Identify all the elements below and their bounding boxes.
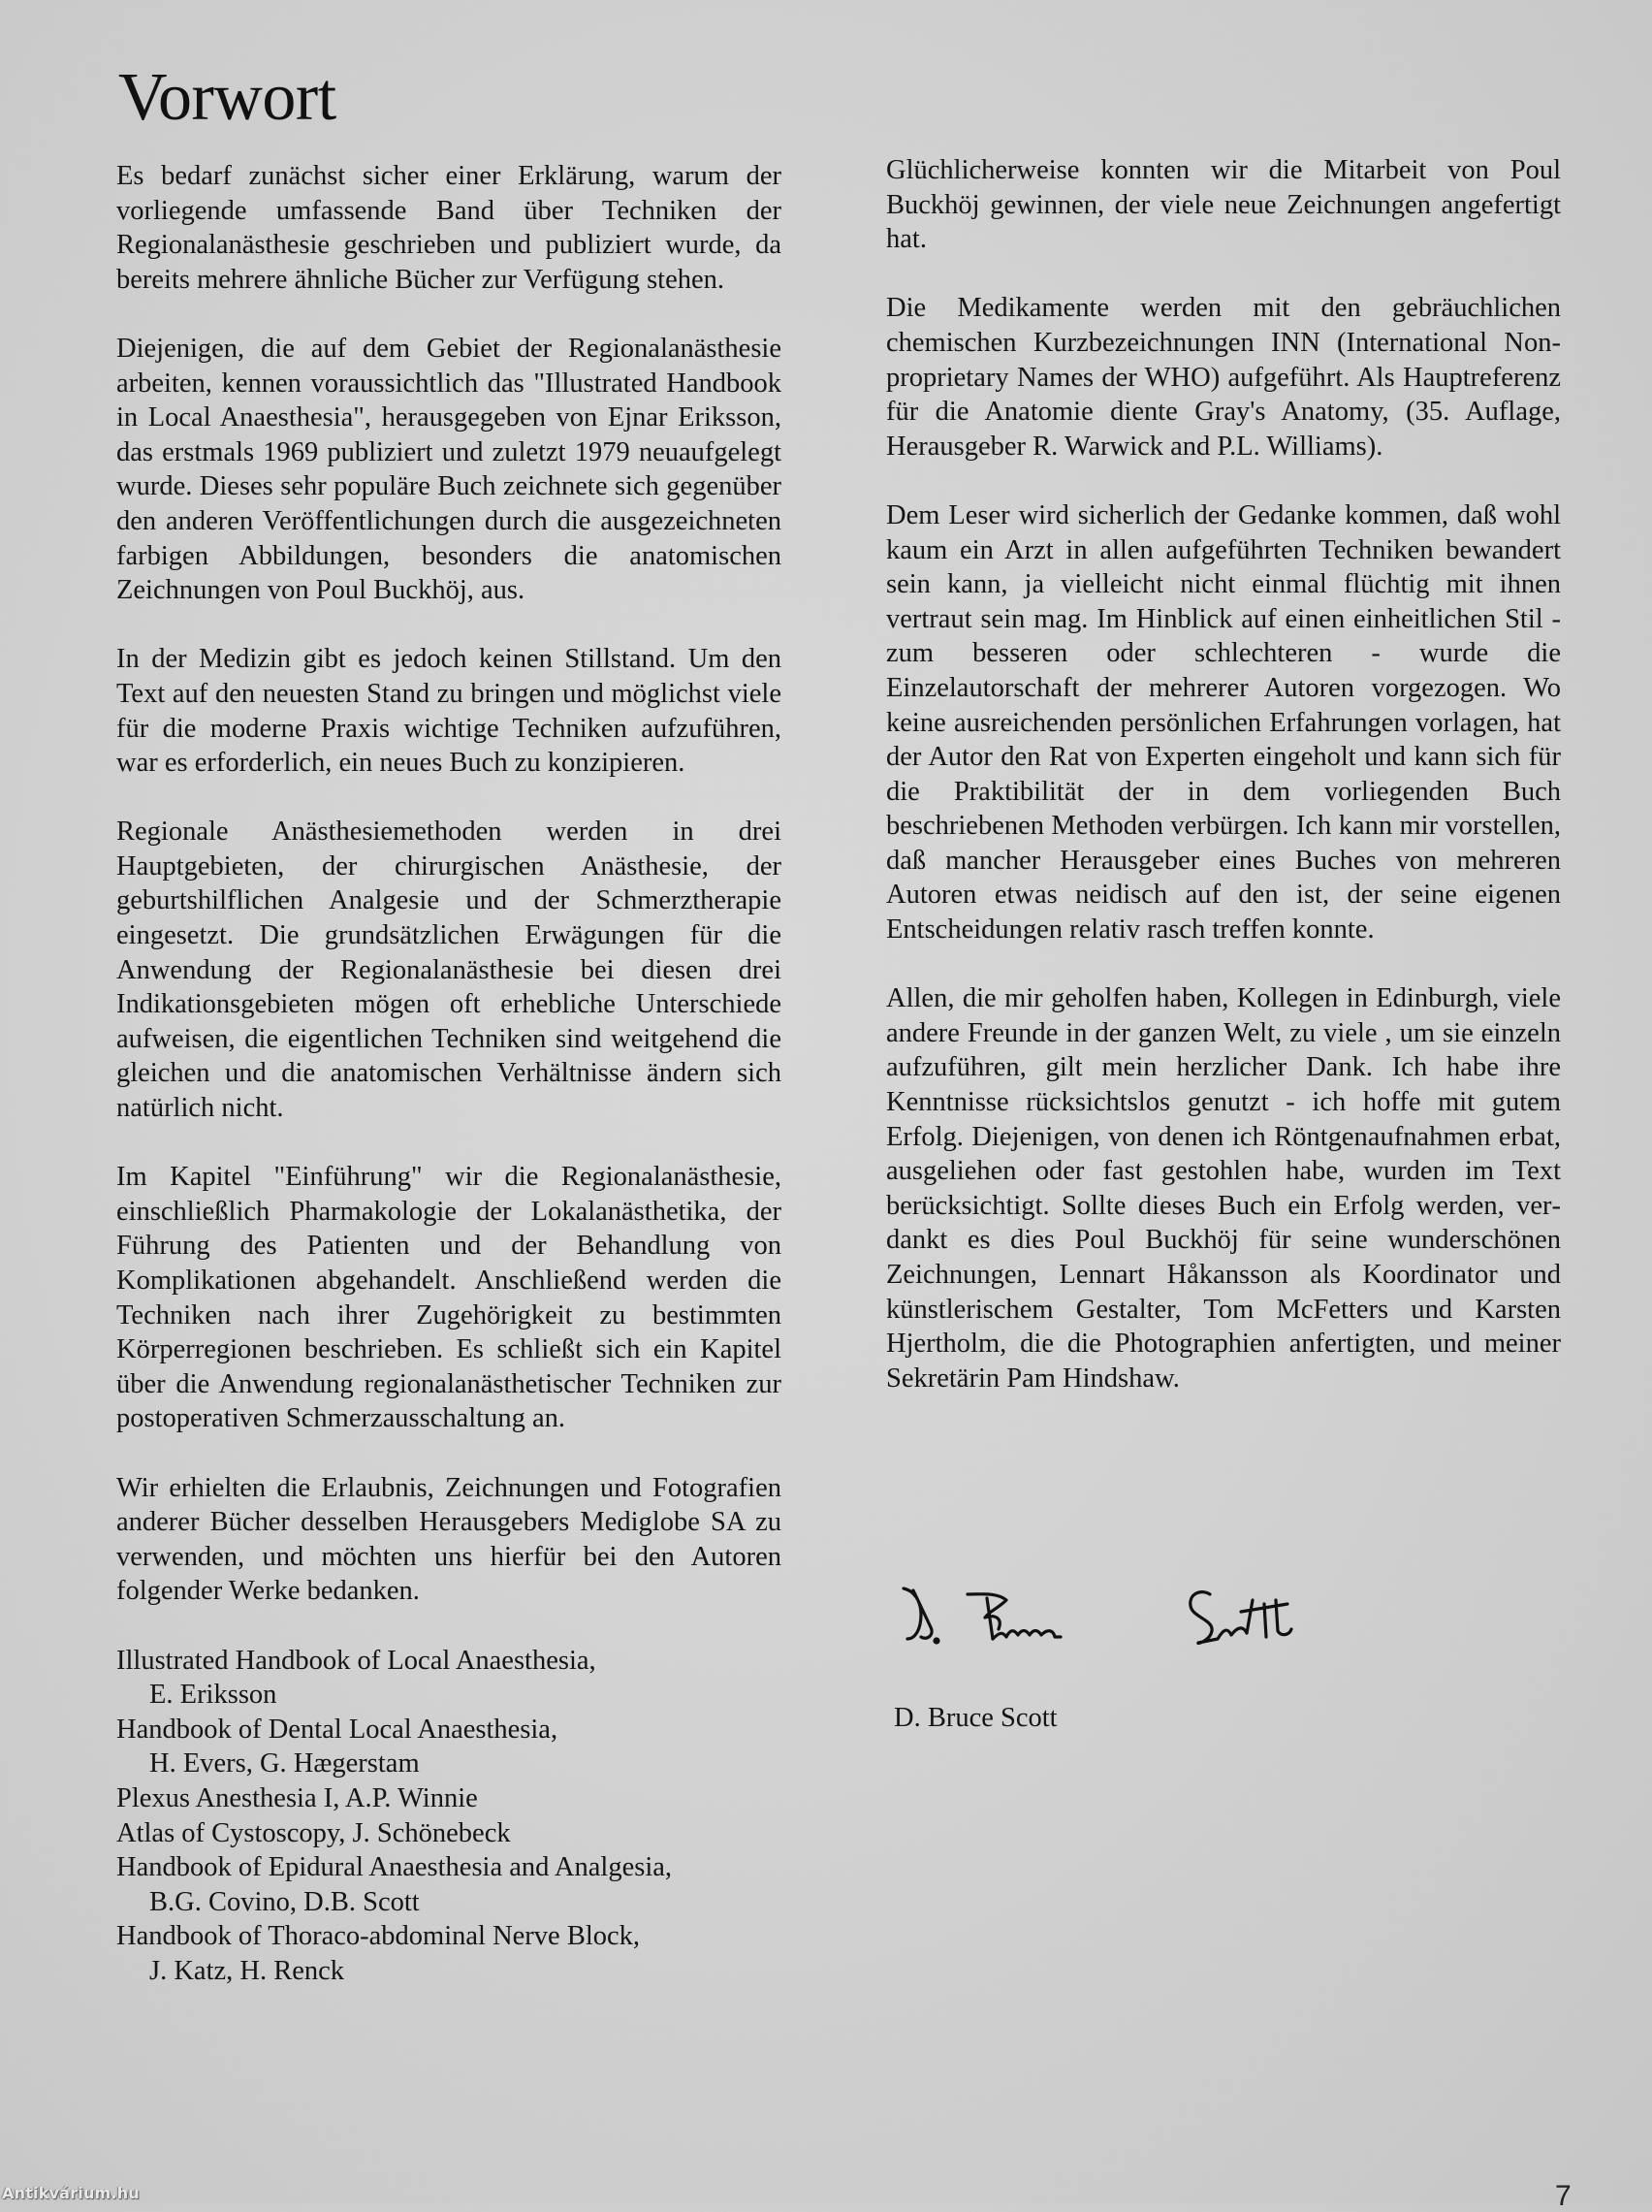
signatory-name: D. Bruce Scott <box>894 1703 1058 1733</box>
reference-authors: B.G. Covino, D.B. Scott <box>149 1886 420 1917</box>
page-number: 7 <box>1555 2180 1572 2212</box>
reference-item <box>116 1919 781 1988</box>
reference-title: Illustrated Handbook of Local Anaesthesia, <box>116 1645 596 1676</box>
watermark: Antikvárium.hu <box>2 2184 140 2202</box>
reference-title: Plexus Anesthesia I, A.P. Winnie <box>116 1782 478 1813</box>
paragraph-new-book: In der Medizin gibt es jedoch keinen Stillstand. Um den Text auf den neuesten Stand zu bringen und möglichst viele für die moderne Praxis wichtige Techniken aufzuführen, war es erforderlich, ein neues Buch zu konzipieren. <box>116 644 781 779</box>
paragraph-single-author: Dem Leser wird sicherlich der Gedanke kommen, daß wohl kaum ein Arzt in allen aufgeführten Techniken bewandert sein kann, ja vielleicht nicht einmal flüchtig mit ihnen vertraut sein mag. Im Hinblick auf einen einheitlichen Stil - zum besseren oder schlechteren - wurde die Einzelautorschaft der mehrerer Autoren vorgezogen. Wo keine ausreichenden persönlichen Erfahrungen vorlagen, hat der Autor den Rat von Experten eingeholt und kann sich für die Praktibilität der in dem vorliegenden Buch beschriebenen Methoden verbürgen. Ich kann mir vorstellen, daß mancher Herausgeber eines Buches von mehreren Autoren etwas neidisch auf den ist, der seine eigenen Entscheidungen relativ rasch treffen konnte. <box>886 499 1561 946</box>
paragraph-permissions: Wir erhielten die Erlaubnis, Zeichnungen und Fotografien anderer Bücher desselben Herausgebers Mediglobe SA zu verwenden, und möchten uns hierfür bei den Autoren folgender Werke bedanken. <box>116 1472 781 1607</box>
reference-title: Atlas of Cystoscopy, J. Schönebeck <box>116 1817 511 1848</box>
reference-title: Handbook of Epidural Anaesthesia and Analgesia, <box>116 1852 673 1883</box>
paragraph-intro: Es bedarf zunächst sicher einer Erklärung, warum der vorliegende umfassende Band über Techniken der Regionalanästhesie geschrieben und publiziert wurde, da bereits mehrere ähnliche Bücher zur Verfügung stehen. <box>116 161 781 295</box>
right-column <box>886 153 1561 1430</box>
reference-item <box>116 1644 781 1713</box>
reference-title: Handbook of Dental Local Anaesthesia, <box>116 1714 558 1745</box>
paragraph-eriksson-handbook: Diejenigen, die auf dem Gebiet der Regionalanästhesie arbeiten, kennen voraussichtlich das "Illustrated Handbook in Local Anaesthesia", herausgegeben von Ejnar Eriksson, das erstmals 1969 publiziert und zuletzt 1979 neuaufgelegt wurde. Dieses sehr populäre Buch zeichnete sich gegenüber den anderen Veröffentlichungen durch die ausgezeichneten farbigen Abbildungen, besonders die anatomischen Zeichnungen von Poul Buckhöj, aus. <box>116 333 781 606</box>
reference-item <box>116 1781 781 1816</box>
paragraph-drug-names: Die Medikamente werden mit den gebräuchlichen chemischen Kurzbezeichnungen INN (International Non-proprietary Names der WHO) aufgeführt. Als Hauptreferenz für die Anatomie diente Gray's Anatomy, (35. Auflage, Herausgeber R. Warwick and P.L. Williams). <box>886 293 1561 462</box>
reference-item <box>116 1850 781 1919</box>
reference-list <box>116 1644 781 1989</box>
reference-authors: E. Eriksson <box>149 1680 277 1711</box>
reference-title: Handbook of Thoraco-abdominal Nerve Block, <box>116 1921 641 1952</box>
left-column <box>116 159 781 1988</box>
paragraph-acknowledgements: Allen, die mir geholfen haben, Kollegen in Edinburgh, viele andere Freunde in der ganzen Welt, zu viele , um sie einzeln aufzuführen, gilt mein herzlicher Dank. Ich habe ihre Kenntnisse rücksichtslos genutzt - ich hoffe mit gutem Erfolg. Diejenigen, von denen ich Röntgenaufnahmen erbat, ausgeliehen oder fast gestohlen habe, wurden im Text berücksichtigt. Sollte dieses Buch ein Erfolg werden, verdankt es dies Poul Buckhöj für seine wunderschönen Zeichnungen, Lennart Håkansson als Koordinator und künstlerischem Gestalter, Tom McFetters und Karsten Hjertholm, die die Photographien anfertigten, und meiner Sekretärin Pam Hindshaw. <box>886 983 1561 1394</box>
reference-item <box>116 1713 781 1781</box>
signature <box>892 1561 1396 1658</box>
reference-authors: H. Evers, G. Hægerstam <box>149 1748 420 1779</box>
reference-item <box>116 1816 781 1851</box>
page-title: Vorwort <box>118 60 336 135</box>
paragraph-chapter-overview: Im Kapitel "Einführung" wir die Regionalanästhesie, einschließlich Pharmakologie der Lokalanästhetika, der Führung des Patienten und der Behandlung von Komplikationen abgehandelt. Anschließend werden die Techniken nach ihrer Zugehörigkeit zu bestimmten Körperregionen beschrieben. Es schließt sich ein Kapitel über die Anwendung regionalanästhetischer Techniken zur postoperativen Schmerzausschaltung an. <box>116 1162 781 1434</box>
signature-image <box>892 1561 1377 1658</box>
reference-authors: J. Katz, H. Renck <box>149 1955 345 1986</box>
paragraph-illustrator: Glüchlicherweise konnten wir die Mitarbeit von Poul Buckhöj gewinnen, der viele neue Zeichnungen angefertigt hat. <box>886 155 1561 255</box>
paragraph-application-areas: Regionale Anästhesiemethoden werden in drei Hauptgebieten, der chirurgischen Anästhesie, der geburtshilflichen Analgesie und der Schmerztherapie eingesetzt. Die grundsätzlichen Erwägungen für die Anwendung der Regionalanästhesie bei diesen drei Indikationsgebieten mögen oft erhebliche Unterschiede aufweisen, die eigentlichen Techniken sind weitgehend die gleichen und die anatomischen Verhältnisse ändern sich natürlich nicht. <box>116 817 781 1124</box>
